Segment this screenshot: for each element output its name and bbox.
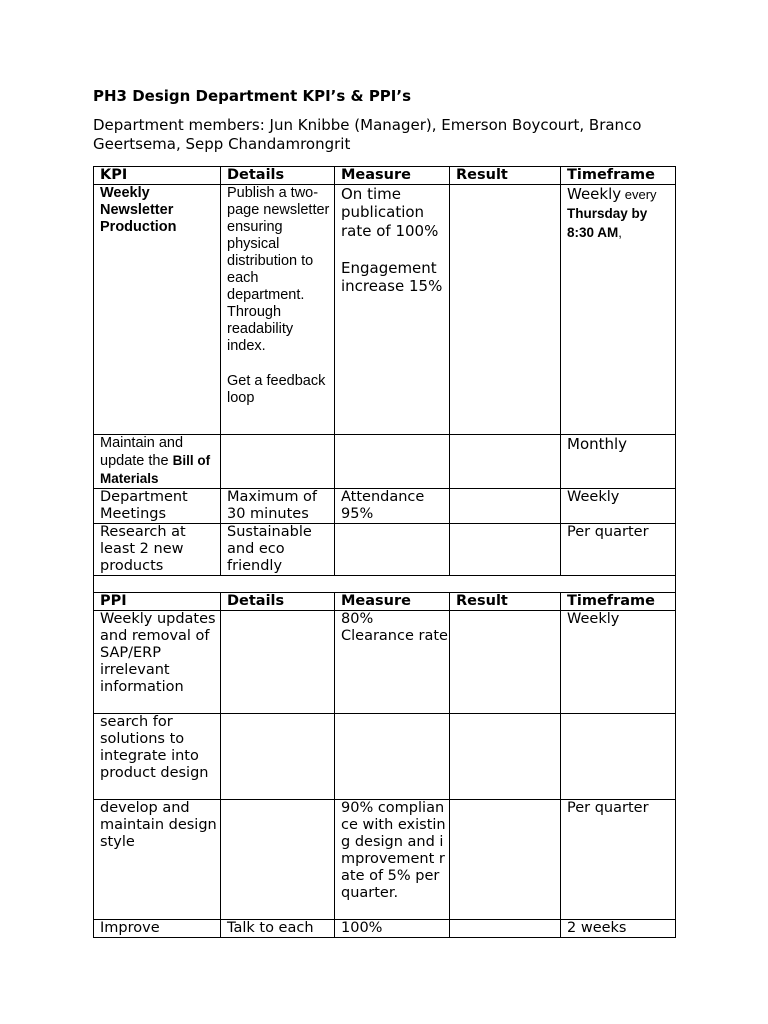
ppi-cell: Weekly updates and removal of SAP/ERP irrelevant information [94, 611, 221, 714]
kpi-cell: Weekly Newsletter Production [94, 185, 221, 435]
measure-cell [335, 524, 450, 576]
header-measure: Measure [335, 167, 450, 185]
result-cell [450, 435, 561, 489]
kpi-cell: Department Meetings [94, 489, 221, 524]
details-text: Publish a two-page newsletter ensuring physical distribution to each department. Through readability index. [227, 185, 330, 354]
table-row [94, 435, 676, 489]
result-cell [450, 800, 561, 920]
details-cell [221, 611, 335, 714]
document-title: PH3 Design Department KPI’s & PPI’s [93, 87, 412, 105]
result-cell [450, 714, 561, 800]
timeframe-cell [561, 714, 676, 800]
result-cell [450, 611, 561, 714]
kpi-cell: Research at least 2 new products [94, 524, 221, 576]
result-cell [450, 920, 561, 938]
measure-cell [335, 185, 450, 435]
header-details: Details [221, 593, 335, 611]
header-details: Details [221, 167, 335, 185]
department-members: Department members: Jun Knibbe (Manager), Emerson Boycourt, Branco Geertsema, Sepp Chandamrongrit [93, 116, 642, 153]
details-cell [221, 714, 335, 800]
measure-text: On time publication rate of 100% [341, 185, 439, 240]
measure-cell: 100% [335, 920, 450, 938]
kpi-text: Maintain and update the [100, 435, 184, 469]
details-cell [221, 800, 335, 920]
details-cell: Talk to each [221, 920, 335, 938]
header-measure: Measure [335, 593, 450, 611]
table-row [94, 524, 676, 576]
header-result: Result [450, 167, 561, 185]
timeframe-cell [561, 185, 676, 435]
kpi-ppi-table [93, 166, 676, 938]
table-row [94, 714, 676, 800]
timeframe-cell: Monthly [561, 435, 676, 489]
table-row [94, 800, 676, 920]
spacer-row [94, 576, 676, 593]
details-cell: Maximum of 30 minutes [221, 489, 335, 524]
details-cell [221, 435, 335, 489]
timeframe-cell: Per quarter [561, 800, 676, 920]
spacer-cell [94, 576, 676, 593]
kpi-cell [94, 435, 221, 489]
timeframe-text: Thursday by 8:30 AM [567, 206, 648, 240]
ppi-header-row [94, 593, 676, 611]
header-timeframe: Timeframe [561, 167, 676, 185]
timeframe-text: Weekly [567, 185, 622, 203]
timeframe-cell: Per quarter [561, 524, 676, 576]
header-timeframe: Timeframe [561, 593, 676, 611]
timeframe-cell: Weekly [561, 611, 676, 714]
details-cell [221, 185, 335, 435]
table-row [94, 489, 676, 524]
result-cell [450, 489, 561, 524]
ppi-cell: Improve [94, 920, 221, 938]
result-cell [450, 524, 561, 576]
measure-cell [335, 435, 450, 489]
measure-cell [335, 714, 450, 800]
result-cell [450, 185, 561, 435]
header-ppi: PPI [94, 593, 221, 611]
measure-cell: 90% compliance with existing design and improvement rate of 5% per quarter. [335, 800, 450, 920]
details-text: Get a feedback loop [227, 373, 326, 406]
header-kpi: KPI [94, 167, 221, 185]
kpi-text: Bill of Materials [100, 453, 211, 486]
table-row [94, 920, 676, 938]
timeframe-text: every [621, 187, 657, 202]
kpi-header-row [94, 167, 676, 185]
timeframe-cell: Weekly [561, 489, 676, 524]
table-row [94, 611, 676, 714]
details-cell: Sustainable and eco friendly [221, 524, 335, 576]
measure-text: Engagement increase 15% [341, 258, 443, 296]
timeframe-cell: 2 weeks [561, 920, 676, 938]
measure-cell: Attendance 95% [335, 489, 450, 524]
ppi-cell: develop and maintain design style [94, 800, 221, 920]
timeframe-text: , [618, 224, 622, 240]
ppi-cell: search for solutions to integrate into product design [94, 714, 221, 800]
measure-cell: 80% Clearance rate [335, 611, 450, 714]
table-row [94, 185, 676, 435]
header-result: Result [450, 593, 561, 611]
